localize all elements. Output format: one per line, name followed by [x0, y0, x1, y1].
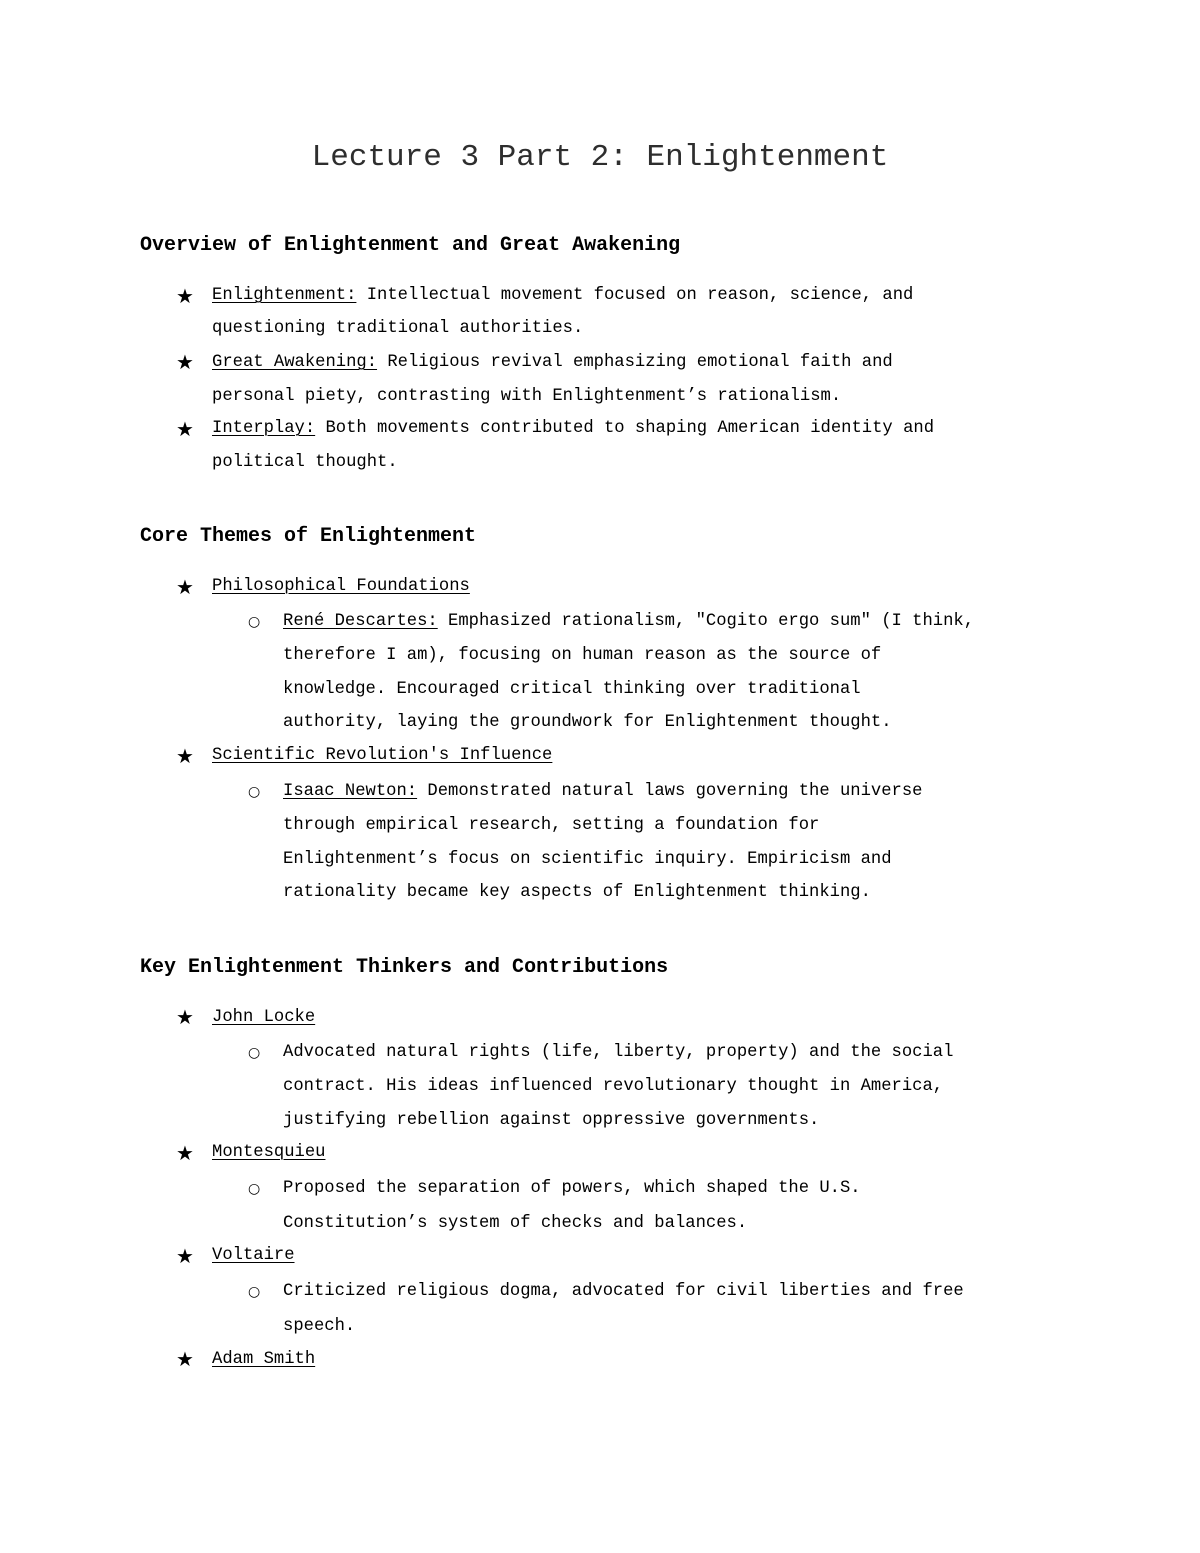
item-label-john-locke: John Locke: [212, 1008, 316, 1027]
sub-list-item-continuation: Enlightenment’s focus on scientific inquiry. Empiricism and: [283, 850, 892, 869]
star-icon: ★: [176, 417, 194, 441]
sub-list-item-continuation: therefore I am), focusing on human reason as the source of: [283, 646, 882, 665]
section-heading-core-themes: Core Themes of Enlightenment: [140, 525, 477, 548]
sub-list-item-continuation: contract. His ideas influenced revolutionary thought in America,: [283, 1077, 944, 1096]
sub-list-item: Advocated natural rights (life, liberty, property) and the social: [283, 1043, 954, 1062]
sub-list-item-continuation: justifying rebellion against oppressive governments.: [283, 1111, 820, 1130]
sub-list-item: Criticized religious dogma, advocated for civil liberties and free: [283, 1282, 964, 1301]
item-label-philosophical-foundations: Philosophical Foundations: [212, 577, 470, 596]
circle-bullet-icon: ○: [248, 784, 261, 800]
sub-list-item: Isaac Newton: Demonstrated natural laws governing the universe: [283, 782, 923, 801]
sub-list-item-continuation: speech.: [283, 1317, 356, 1336]
star-icon: ★: [176, 744, 194, 768]
star-icon: ★: [176, 350, 194, 374]
term-interplay: Interplay:: [212, 419, 316, 438]
section-heading-key-thinkers: Key Enlightenment Thinkers and Contributions: [140, 956, 669, 979]
sub-list-item: Proposed the separation of powers, which shaped the U.S.: [283, 1179, 861, 1198]
sub-list-item-continuation: rationality became key aspects of Enlightenment thinking.: [283, 883, 871, 902]
sub-list-item: René Descartes: Emphasized rationalism, "Cogito ergo sum" (I think,: [283, 612, 975, 631]
sub-list-item-continuation: through empirical research, setting a foundation for: [283, 816, 820, 835]
circle-bullet-icon: ○: [248, 614, 261, 630]
star-icon: ★: [176, 1347, 194, 1371]
circle-bullet-icon: ○: [248, 1181, 261, 1197]
sub-list-item-continuation: Constitution’s system of checks and balances.: [283, 1214, 748, 1233]
star-icon: ★: [176, 1005, 194, 1029]
star-icon: ★: [176, 1141, 194, 1165]
section-heading-overview: Overview of Enlightenment and Great Awakening: [140, 234, 681, 257]
circle-bullet-icon: ○: [248, 1284, 261, 1300]
term-enlightenment: Enlightenment:: [212, 286, 357, 305]
circle-bullet-icon: ○: [248, 1045, 261, 1061]
list-item-continuation: personal piety, contrasting with Enlightenment’s rationalism.: [212, 387, 842, 406]
list-item: Interplay: Both movements contributed to shaping American identity and: [212, 419, 935, 438]
sub-list-item-continuation: authority, laying the groundwork for Enlightenment thought.: [283, 713, 892, 732]
sub-list-item-continuation: knowledge. Encouraged critical thinking over traditional: [283, 680, 861, 699]
term-great-awakening: Great Awakening:: [212, 353, 378, 372]
list-item-continuation: questioning traditional authorities.: [212, 319, 584, 338]
item-label-voltaire: Voltaire: [212, 1246, 295, 1265]
star-icon: ★: [176, 1244, 194, 1268]
item-label-montesquieu: Montesquieu: [212, 1143, 326, 1162]
list-item: Enlightenment: Intellectual movement focused on reason, science, and: [212, 286, 914, 305]
term-isaac-newton: Isaac Newton:: [283, 782, 418, 801]
term-rene-descartes: René Descartes:: [283, 612, 438, 631]
item-label-adam-smith: Adam Smith: [212, 1350, 316, 1369]
star-icon: ★: [176, 575, 194, 599]
page-title: Lecture 3 Part 2: Enlightenment: [311, 140, 889, 175]
star-icon: ★: [176, 284, 194, 308]
list-item-continuation: political thought.: [212, 453, 398, 472]
list-item: Great Awakening: Religious revival emphasizing emotional faith and: [212, 353, 893, 372]
item-label-scientific-revolution: Scientific Revolution's Influence: [212, 746, 553, 765]
